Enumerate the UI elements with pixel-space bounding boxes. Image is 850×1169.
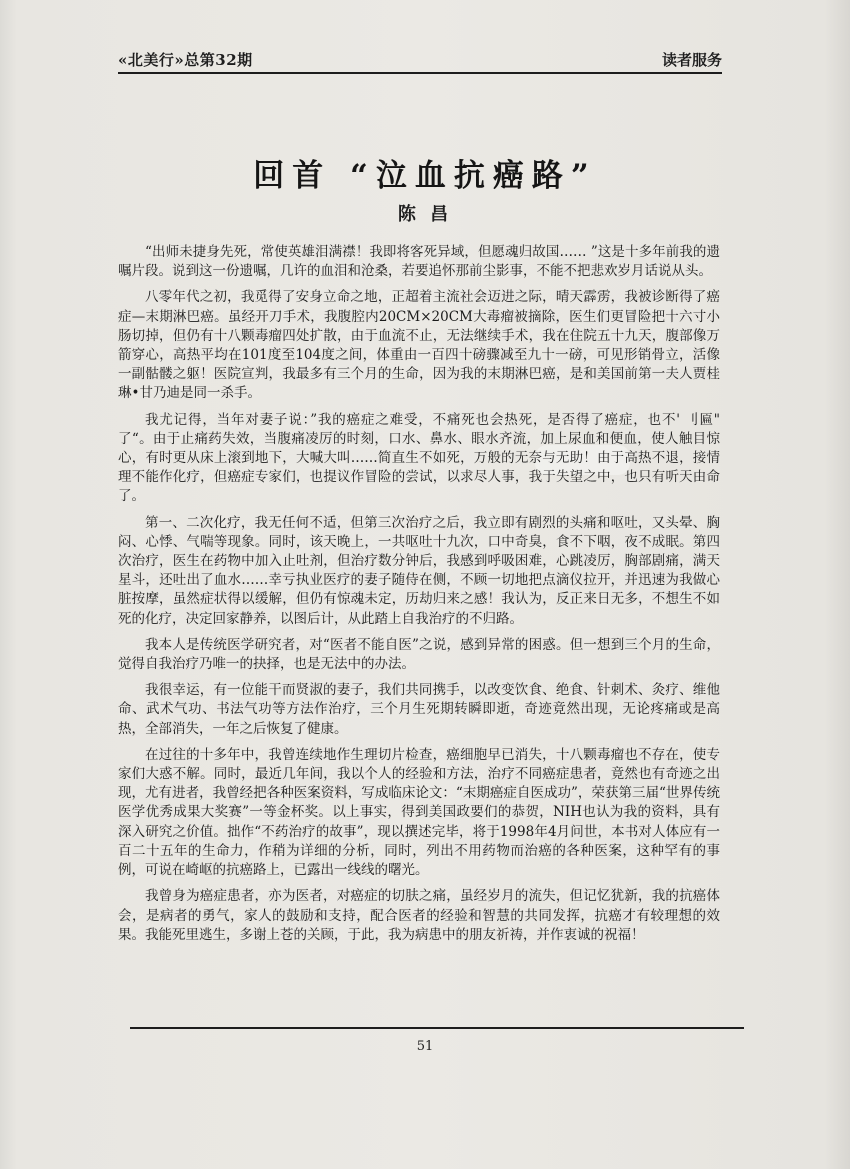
- paragraph: “出师未捷身先死，常使英雄泪满襟！我即将客死异域，但愿魂归故国…… ”这是十多年前我的遗嘱片段。说到这一份遗嘱，几许的血泪和沧桑，若要追怀那前尘影事，不能不把悲欢岁月话说从头。: [118, 244, 720, 280]
- paragraph: 我很幸运，有一位能干而贤淑的妻子，我们共同携手，以改变饮食、绝食、针刺术、灸疗、维他命、武术气功、书法气功等方法作治疗，三个月生死期转瞬即逝，奇迹竟然出现，无论疼痛或是高热，全部消失，一年之后恢复了健康。: [118, 682, 720, 737]
- section-label: 读者服务: [661, 51, 722, 69]
- paragraph: 第一、二次化疗，我无任何不适，但第三次治疗之后，我立即有剧烈的头痛和呕吐，又头晕、胸闷、心悸、气喘等现象。同时，该天晚上，一共呕吐十九次，口中奇臭，食不下咽，夜不成眠。第四次治疗，医生在药物中加入止吐剂，但治疗数分钟后，我感到呼吸困难，心跳凌厉，胸部剧痛，满天星斗，还吐出了血水……幸亏执业医疗的妻子随侍在侧，不顾一切地把点滴仪拉开，并迅速为我做心脏按摩，虽然症状得以缓解，但仍有惊魂未定，历劫归来之感！我认为，反正来日无多，不想生不如死的化疗，决定回家静养，以图后计，从此踏上自我治疗的不归路。: [118, 514, 720, 627]
- page-header: [118, 44, 722, 72]
- article-author: 陈 昌: [397, 204, 453, 225]
- paragraph: 我本人是传统医学研究者，对“医者不能自医”之说，感到异常的困惑。但一想到三个月的生命，觉得自我治疗乃唯一的抉择，也是无法中的办法。: [118, 636, 720, 673]
- article-body: [118, 243, 720, 952]
- paragraph: 在过往的十多年中，我曾连续地作生理切片检查，癌细胞早已消失，十八颗毒瘤也不存在，使专家们大惑不解。同时，最近几年间，我以个人的经验和方法，治疗不同癌症患者，竟然也有奇迹之出现，尤有进者，我曾经把各种医案资料，写成临床论文：“末期癌症自医成功”，荣获第三届“世界传统医学优秀成果大奖赛”一等金杯奖。以上事实，得到美国政要们的恭贺，NIH也认为我的资料，具有深入研究之价值。拙作“不药治疗的故事”，现以撰述完毕，将于1998年4月问世，本书对人体应有一百二十五年的生命力，作稍为详细的分析，同时，列出不用药物而治癌的各种医案，这种罕有的事例，可说在崎岖的抗癌路上，已露出一线线的曙光。: [118, 746, 720, 879]
- issue-label: «北美行»总第32期: [118, 51, 253, 69]
- footer-divider: [130, 1027, 744, 1029]
- article-title: 回首 “泣血抗癌路”: [253, 158, 597, 194]
- page-number: 51: [416, 1039, 434, 1054]
- paragraph: 我尤记得，当年对妻子说：”我的癌症之难受，不痛死也会热死，是否得了癌症，也不' 刂匾" 了“。由于止痛药失效，当腹痛凌厉的时刻，口水、鼻水、眼水齐流，加上尿血和便血，使人触目惊心，有时更从床上滚到地下，大喊大叫……简直生不如死，万般的无奈与无助！由于高热不退，接情理不能作化疗，但癌症专家们，也提议作冒险的尝试，以求尽人事，我于失望之中，也只有听天由命了。: [118, 411, 720, 505]
- paragraph: 我曾身为癌症患者，亦为医者，对癌症的切肤之痛，虽经岁月的流失，但记忆犹新，我的抗癌体会，是病者的勇气，家人的鼓励和支持，配合医者的经验和智慧的共同发挥，抗癌才有较理想的效果。我能死里逃生，多谢上苍的关顾，于此，我为病患中的朋友祈祷，并作衷诚的祝福！: [118, 888, 720, 943]
- paragraph: 八零年代之初，我觅得了安身立命之地，正超着主流社会迈进之际，晴天霹雳，我被诊断得了癌症—末期淋巴癌。虽经开刀手术，我腹腔内20CM×20CM大毒瘤被摘除，医生们更冒险把十六寸小肠切掉，但仍有十八颗毒瘤四处扩散，由于血流不止，无法继续手术，我在住院五十九天，腹部像万箭穿心，高热平均在101度至104度之间，体重由一百四十磅骤减至九十一磅，可见形销骨立，活像一副骷髅之躯！医院宣判，我最多有三个月的生命，因为我的末期淋巴癌，是和美国前第一夫人贾桂琳•甘乃迪是同一杀手。: [118, 289, 720, 402]
- header-divider: [118, 72, 722, 74]
